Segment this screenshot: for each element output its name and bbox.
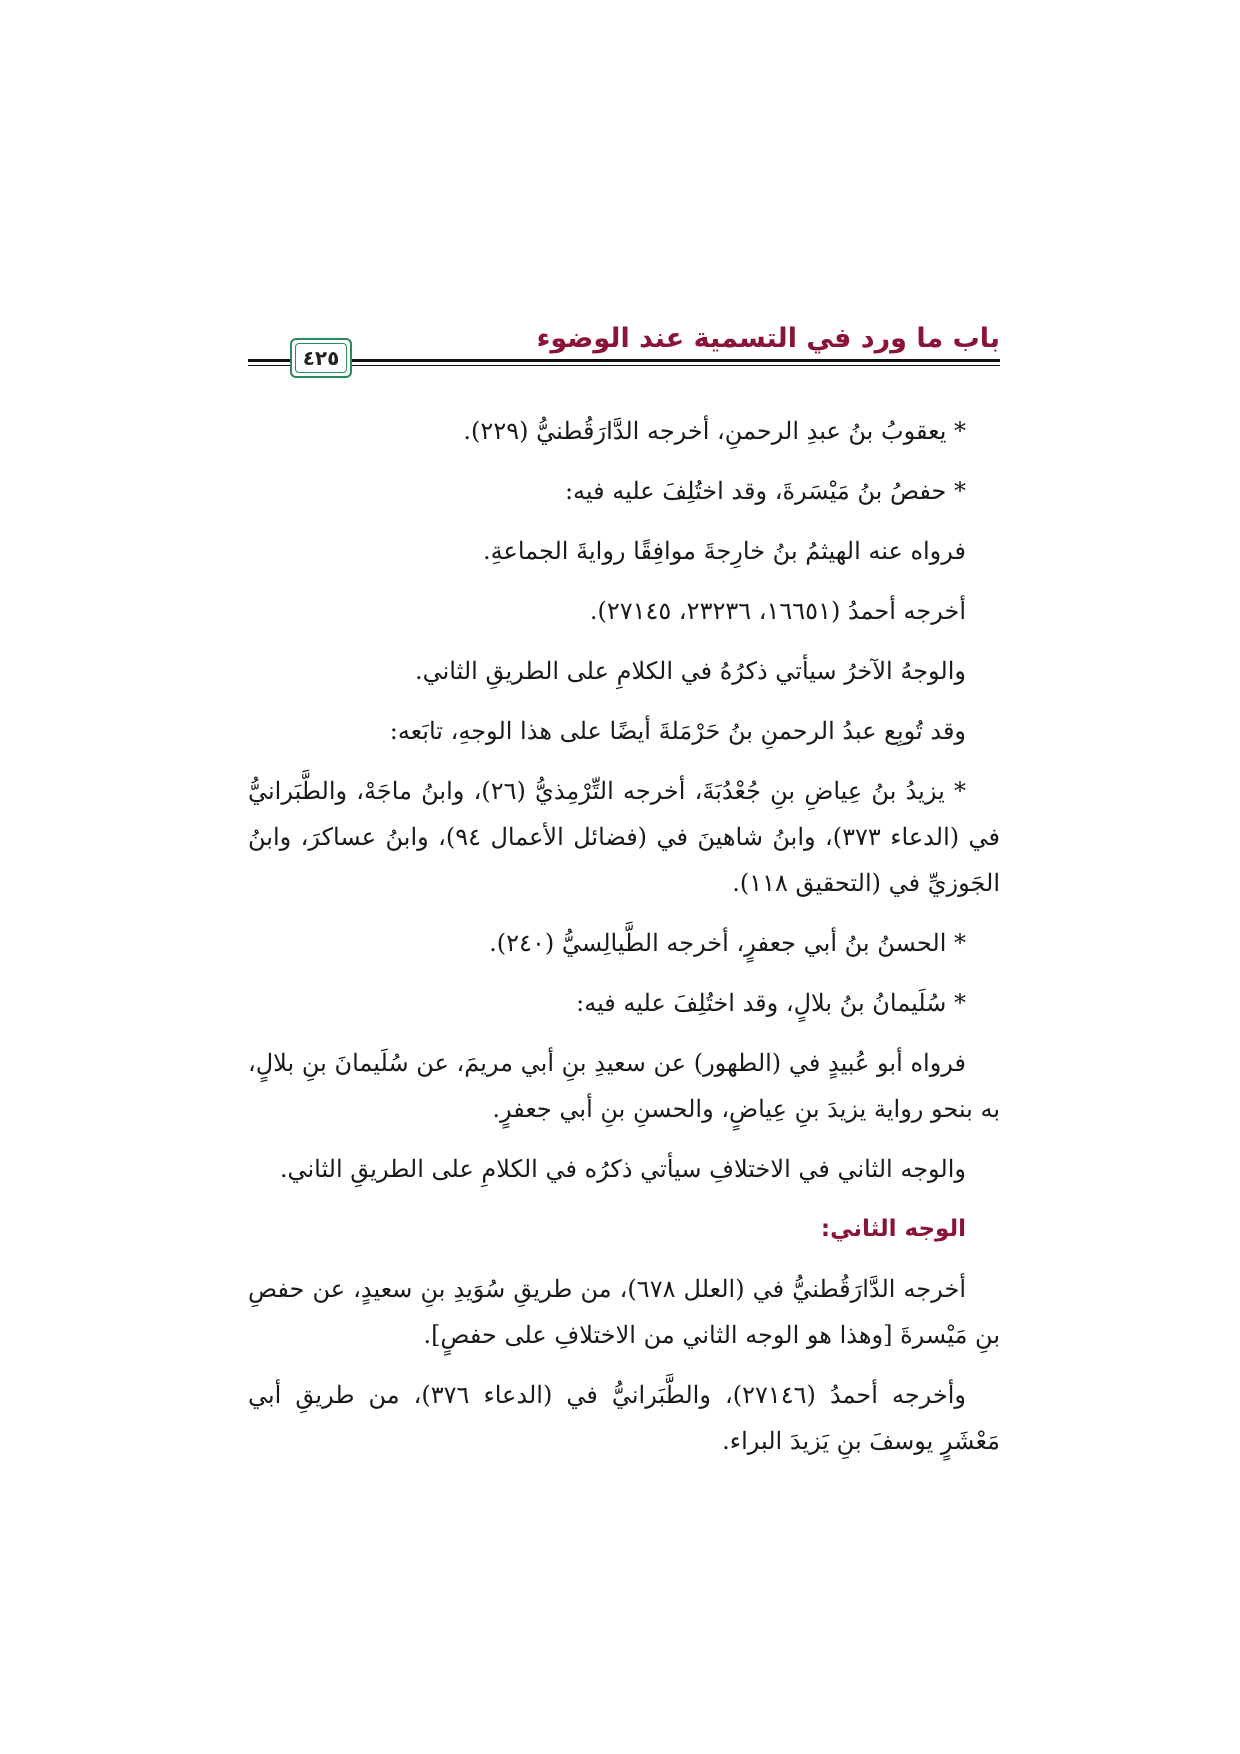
page-body	[248, 408, 1000, 1478]
header-rule-thick	[248, 359, 1000, 362]
chapter-title: باب ما ورد في التسمية عند الوضوء	[536, 323, 1000, 354]
paragraph-7: * يزيدُ بنُ عِياضِ بنِ جُعْدُبَةَ، أخرجه التِّرْمِذيُّ (٢٦)، وابنُ ماجَهْ، والطَّبَرانيُّ في (الدعاء ٣٧٣)، وابنُ شاهينَ في (فضائل الأعمال ٩٤)، وابنُ عساكرَ، وابنُ الجَوزيِّ في (التحقيق ١١٨).	[248, 777, 1001, 897]
header-rule-thin	[248, 365, 1000, 366]
paragraph-8: * الحسنُ بنُ أبي جعفرٍ، أخرجه الطَّيالِسيُّ (٢٤٠).	[489, 929, 966, 957]
page-header	[248, 322, 1000, 382]
paragraph-1: * يعقوبُ بنُ عبدِ الرحمنِ، أخرجه الدَّارَقُطنيُّ (٢٢٩).	[463, 417, 966, 445]
page-number: ٤٢٥	[302, 346, 340, 370]
section-heading: الوجه الثاني:	[820, 1216, 966, 1242]
paragraph-9: * سُلَيمانُ بنُ بلالٍ، وقد اختُلِفَ عليه فيه:	[576, 989, 966, 1017]
page-number-badge	[290, 338, 352, 378]
paragraph-6: وقد تُوبِع عبدُ الرحمنِ بنُ حَرْمَلةَ أيضًا على هذا الوجهِ، تابَعه:	[389, 717, 966, 745]
paragraph-4: أخرجه أحمدُ (١٦٦٥١، ٢٣٢٣٦، ٢٧١٤٥).	[589, 597, 966, 625]
paragraph-12: أخرجه الدَّارَقُطنيُّ في (العلل ٦٧٨)، من طريقِ سُوَيدِ بنِ سعيدٍ، عن حفصِ بنِ مَيْسرةَ [وهذا هو الوجه الثاني من الاختلافِ على حفصٍ].	[248, 1275, 1000, 1349]
paragraph-3: فرواه عنه الهيثمُ بنُ خارِجةَ موافِقًا روايةَ الجماعةِ.	[483, 537, 966, 565]
paragraph-11: والوجه الثاني في الاختلافِ سيأتي ذكرُه في الكلامِ على الطريقِ الثاني.	[279, 1155, 966, 1183]
paragraph-2: * حفصُ بنُ مَيْسَرةَ، وقد اختُلِفَ عليه فيه:	[564, 477, 966, 505]
paragraph-10: فرواه أبو عُبيدٍ في (الطهور) عن سعيدِ بنِ أبي مريمَ، عن سُلَيمانَ بنِ بلالٍ، به بنحو رواية يزيدَ بنِ عِياضٍ، والحسنِ بنِ أبي جعفرٍ.	[248, 1049, 1000, 1123]
paragraph-5: والوجهُ الآخرُ سيأتي ذكرُهُ في الكلامِ على الطريقِ الثاني.	[414, 657, 966, 685]
paragraph-13: وأخرجه أحمدُ (٢٧١٤٦)، والطَّبَرانيُّ في (الدعاء ٣٧٦)، من طريقِ أبي مَعْشَرٍ يوسفَ بنِ يَزيدَ البراء.	[248, 1381, 1000, 1455]
